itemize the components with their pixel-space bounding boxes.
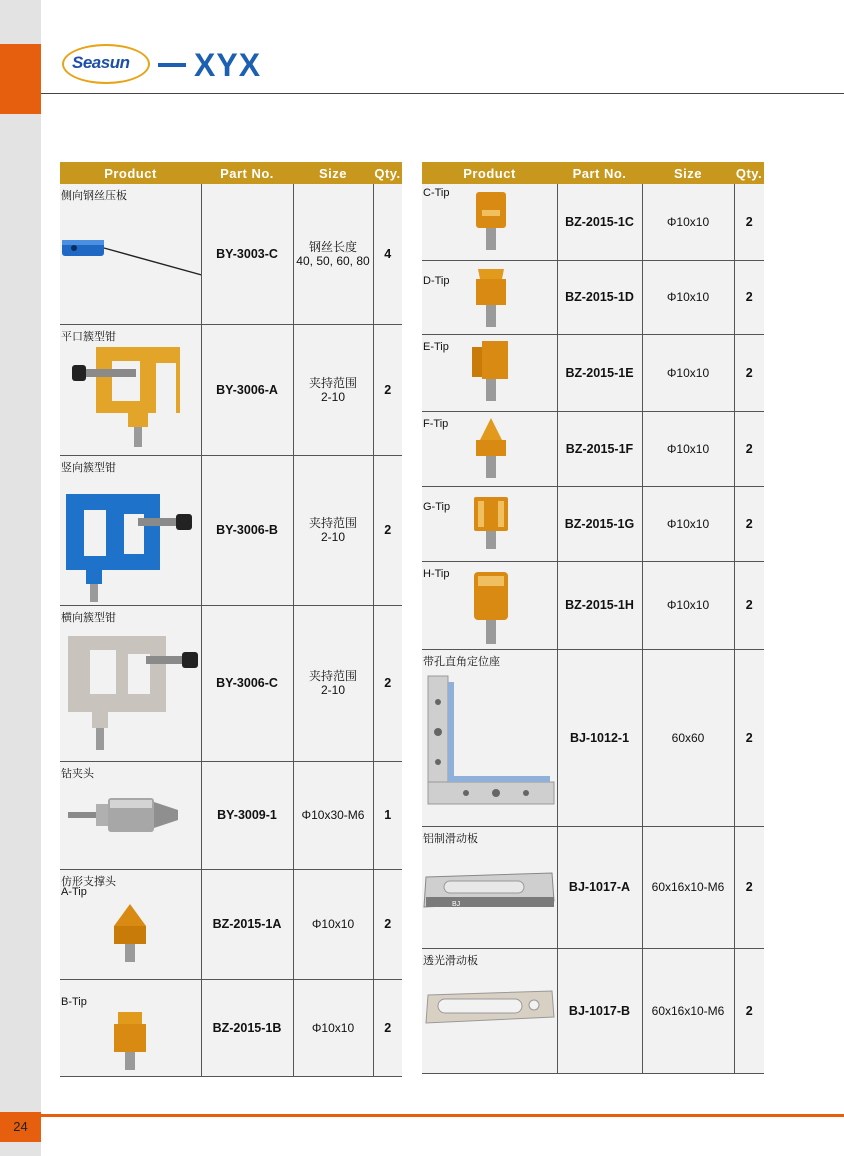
angle-block-image <box>426 672 556 808</box>
size-value: 60x16x10-M6 <box>642 826 734 948</box>
product-cell <box>60 979 201 1076</box>
table-row <box>422 561 764 649</box>
product-name: 铝制滑动板 <box>423 832 478 845</box>
product-name: F-Tip <box>423 417 449 430</box>
size-label: 钢丝长度 <box>308 239 357 254</box>
size-cell <box>293 455 373 605</box>
quantity: 4 <box>373 184 402 324</box>
table-row <box>60 979 402 1076</box>
product-name: 带孔直角定位座 <box>423 655 500 668</box>
part-number: BJ-1017-A <box>557 826 642 948</box>
size-value: Φ10x10 <box>642 486 734 561</box>
size-value: Φ10x10 <box>642 411 734 486</box>
table-row <box>422 649 764 826</box>
table-row <box>422 411 764 486</box>
part-number: BZ-2015-1C <box>557 184 642 260</box>
size-value: 60x16x10-M6 <box>642 948 734 1073</box>
size-value: 2-10 <box>320 683 346 697</box>
product-cell <box>60 761 201 869</box>
size-label: 夹持范围 <box>308 375 357 390</box>
table-row <box>422 486 764 561</box>
quantity: 2 <box>734 649 764 826</box>
size-value: Φ10x10 <box>642 561 734 649</box>
c-tip-image <box>468 190 514 254</box>
page-number: 24 <box>0 1112 41 1142</box>
quantity: 2 <box>373 605 402 761</box>
e-tip-image <box>468 339 514 405</box>
product-cell <box>422 334 557 411</box>
size-cell <box>293 324 373 455</box>
product-cell <box>422 561 557 649</box>
quantity: 1 <box>373 761 402 869</box>
quantity: 2 <box>734 411 764 486</box>
size-value: 2-10 <box>320 530 346 544</box>
size-value: 2-10 <box>320 389 346 404</box>
quantity: 2 <box>734 184 764 260</box>
part-number: BJ-1012-1 <box>557 649 642 826</box>
drill-chuck-image <box>68 790 196 840</box>
product-name: 平口簇型钳 <box>61 330 116 343</box>
g-tip-image <box>468 493 514 557</box>
side-strip <box>0 0 41 1156</box>
product-name: 侧向钢丝压板 <box>61 190 127 202</box>
product-name: G-Tip <box>423 500 451 513</box>
table-row <box>422 826 764 948</box>
product-cell <box>60 455 201 605</box>
size-value: Φ10x10 <box>642 334 734 411</box>
vertical-clamp-image <box>64 476 198 602</box>
part-number: BZ-2015-1G <box>557 486 642 561</box>
product-subname: A-Tip <box>61 885 87 898</box>
d-tip-image <box>468 265 514 331</box>
product-cell <box>422 486 557 561</box>
part-number: BY-3006-A <box>201 324 293 455</box>
size-value: 40, 50, 60, 80 <box>296 253 370 268</box>
part-number: BZ-2015-1B <box>201 979 293 1076</box>
quantity: 2 <box>734 826 764 948</box>
product-cell <box>60 184 201 324</box>
part-number: BZ-2015-1H <box>557 561 642 649</box>
size-value: Φ10x10 <box>293 869 373 979</box>
product-name: 透光滑动板 <box>423 954 478 967</box>
side-accent-bar <box>0 44 41 114</box>
size-cell <box>293 184 373 324</box>
horizontal-clamp-image <box>64 626 198 756</box>
quantity: 2 <box>373 455 402 605</box>
table-row <box>60 869 402 979</box>
h-tip-image <box>468 568 514 648</box>
b-tip-image <box>108 1010 152 1074</box>
product-cell <box>422 184 557 260</box>
col-size: Size <box>293 162 373 184</box>
col-qty: Qty. <box>734 162 764 184</box>
quantity: 2 <box>373 979 402 1076</box>
product-cell <box>422 948 557 1073</box>
product-name: E-Tip <box>423 340 449 353</box>
size-value: Φ10x10 <box>642 184 734 260</box>
product-table-right <box>422 162 764 1074</box>
quantity: 2 <box>734 561 764 649</box>
col-product: Product <box>60 162 201 184</box>
table-row <box>422 260 764 334</box>
logo-dash <box>158 63 186 67</box>
footer-rule <box>41 1114 844 1117</box>
table-row <box>422 334 764 411</box>
product-cell <box>422 826 557 948</box>
part-number: BZ-2015-1E <box>557 334 642 411</box>
size-value: Φ10x10 <box>642 260 734 334</box>
part-number: BY-3003-C <box>201 184 293 324</box>
product-cell <box>422 260 557 334</box>
product-name: B-Tip <box>61 995 87 1008</box>
size-cell <box>293 605 373 761</box>
quantity: 2 <box>734 260 764 334</box>
translucent-slide-plate-image <box>422 989 556 1033</box>
part-number: BY-3006-B <box>201 455 293 605</box>
size-label: 夹持范围 <box>308 516 357 530</box>
header-rule <box>41 93 844 94</box>
quantity: 2 <box>734 334 764 411</box>
part-number: BJ-1017-B <box>557 948 642 1073</box>
product-name: 横向簇型钳 <box>61 611 116 624</box>
size-value: Φ10x10 <box>293 979 373 1076</box>
product-cell <box>422 411 557 486</box>
aluminum-slide-plate-image <box>422 867 556 915</box>
table-row <box>60 184 402 324</box>
product-cell <box>60 605 201 761</box>
product-cell <box>60 324 201 455</box>
quantity: 2 <box>373 869 402 979</box>
table-row <box>60 324 402 455</box>
f-tip-image <box>468 416 514 482</box>
product-name: H-Tip <box>423 567 450 580</box>
quantity: 2 <box>734 948 764 1073</box>
col-qty: Qty. <box>373 162 402 184</box>
product-name: 仿形支撑头 <box>61 875 116 888</box>
col-product: Product <box>422 162 557 184</box>
quantity: 2 <box>734 486 764 561</box>
col-size: Size <box>642 162 734 184</box>
plate-engraving: BJ <box>452 900 461 908</box>
part-number: BY-3009-1 <box>201 761 293 869</box>
logo-wordmark: Seasun <box>72 53 130 72</box>
series-title: XYX <box>194 47 262 83</box>
quantity: 2 <box>373 324 402 455</box>
product-table-left <box>60 162 402 1077</box>
size-value: 60x60 <box>642 649 734 826</box>
product-name: D-Tip <box>423 274 450 287</box>
table-row <box>422 948 764 1073</box>
part-number: BY-3006-C <box>201 605 293 761</box>
product-name: 竖向簇型钳 <box>61 461 116 474</box>
table-header <box>422 162 764 184</box>
table-row <box>422 184 764 260</box>
wire-clamp-image <box>60 234 201 294</box>
size-value: Φ10x30-M6 <box>293 761 373 869</box>
table-row <box>60 605 402 761</box>
product-cell <box>60 869 201 979</box>
product-name: C-Tip <box>423 187 450 199</box>
a-tip-image <box>108 902 152 966</box>
product-name: 钻夹头 <box>61 767 94 780</box>
part-number: BZ-2015-1D <box>557 260 642 334</box>
col-part-no: Part No. <box>201 162 293 184</box>
product-cell <box>422 649 557 826</box>
flat-clamp-image <box>68 337 196 449</box>
col-part-no: Part No. <box>557 162 642 184</box>
table-row <box>60 761 402 869</box>
size-label: 夹持范围 <box>308 669 357 683</box>
part-number: BZ-2015-1F <box>557 411 642 486</box>
part-number: BZ-2015-1A <box>201 869 293 979</box>
table-header <box>60 162 402 184</box>
table-row <box>60 455 402 605</box>
